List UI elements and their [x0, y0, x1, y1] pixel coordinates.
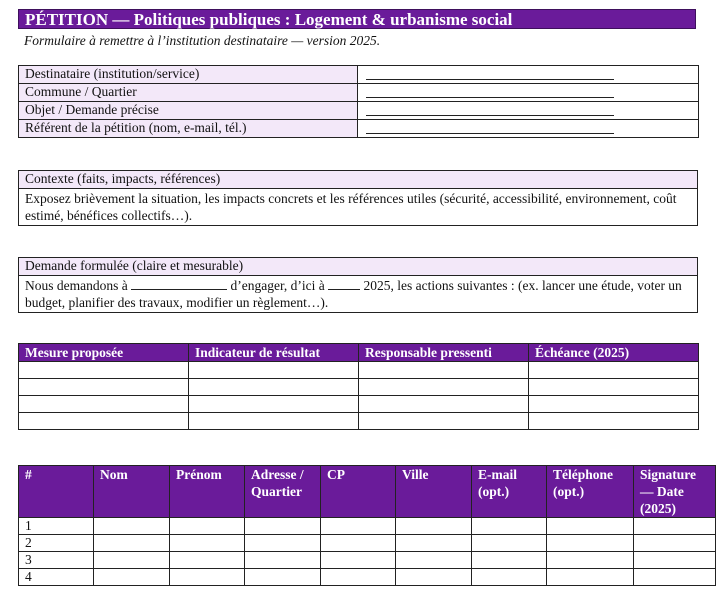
row-number: 1	[19, 518, 94, 535]
info-row	[19, 102, 699, 120]
page-subtitle: Formulaire à remettre à l’institution destinataire — version 2025.	[24, 33, 381, 48]
row-number: 2	[19, 535, 94, 552]
table-row	[19, 535, 716, 552]
table-cell[interactable]	[245, 569, 321, 586]
measures-col-indicateur: Indicateur de résultat	[189, 344, 359, 362]
info-label-commune: Commune / Quartier	[19, 84, 358, 102]
context-heading: Contexte (faits, impacts, références)	[19, 171, 698, 189]
table-cell[interactable]	[19, 362, 189, 379]
info-table	[18, 65, 699, 138]
table-cell[interactable]	[245, 552, 321, 569]
info-row	[19, 120, 699, 138]
table-cell[interactable]	[94, 552, 170, 569]
table-cell[interactable]	[472, 552, 547, 569]
table-cell[interactable]	[547, 535, 634, 552]
destinataire-field[interactable]	[358, 66, 699, 84]
table-cell[interactable]	[634, 518, 716, 535]
sig-col-cp: CP	[321, 466, 396, 518]
table-cell[interactable]	[94, 518, 170, 535]
sig-col-nom: Nom	[94, 466, 170, 518]
sig-col-prenom: Prénom	[170, 466, 245, 518]
table-cell[interactable]	[19, 396, 189, 413]
sig-col-ville: Ville	[396, 466, 472, 518]
request-text-2: d’engager, d’ici à	[230, 278, 325, 293]
table-cell[interactable]	[321, 535, 396, 552]
measures-row	[19, 396, 699, 413]
table-cell[interactable]	[529, 413, 699, 430]
context-box	[18, 170, 698, 226]
institution-blank[interactable]	[131, 278, 227, 290]
measures-row	[19, 362, 699, 379]
measures-row	[19, 413, 699, 430]
request-body[interactable]	[19, 276, 698, 313]
table-cell[interactable]	[189, 379, 359, 396]
measures-header-row	[19, 344, 699, 362]
table-cell[interactable]	[189, 413, 359, 430]
table-row	[19, 518, 716, 535]
request-text-3: 2025, les actions suivantes : (ex. lancer une étude, voter un budget, planifier des travaux, modifier un règlement…).	[25, 278, 682, 310]
info-row	[19, 66, 699, 84]
table-cell[interactable]	[472, 518, 547, 535]
table-cell[interactable]	[529, 379, 699, 396]
table-cell[interactable]	[547, 569, 634, 586]
commune-field[interactable]	[358, 84, 699, 102]
table-cell[interactable]	[396, 569, 472, 586]
table-cell[interactable]	[19, 379, 189, 396]
table-cell[interactable]	[472, 535, 547, 552]
table-cell[interactable]	[634, 535, 716, 552]
table-cell[interactable]	[19, 413, 189, 430]
sig-col-signature: Signature — Date (2025)	[634, 466, 716, 518]
table-cell[interactable]	[359, 396, 529, 413]
table-cell[interactable]	[529, 362, 699, 379]
table-row	[19, 569, 716, 586]
table-cell[interactable]	[529, 396, 699, 413]
measures-col-responsable: Responsable pressenti	[359, 344, 529, 362]
table-cell[interactable]	[634, 569, 716, 586]
date-blank[interactable]	[328, 278, 360, 290]
sig-col-adresse: Adresse / Quartier	[245, 466, 321, 518]
table-cell[interactable]	[547, 518, 634, 535]
table-cell[interactable]	[396, 552, 472, 569]
table-cell[interactable]	[359, 379, 529, 396]
table-cell[interactable]	[359, 362, 529, 379]
table-cell[interactable]	[94, 535, 170, 552]
table-cell[interactable]	[170, 552, 245, 569]
table-cell[interactable]	[189, 362, 359, 379]
table-cell[interactable]	[396, 535, 472, 552]
request-box	[18, 257, 698, 313]
table-row	[19, 552, 716, 569]
objet-field[interactable]	[358, 102, 699, 120]
table-cell[interactable]	[396, 518, 472, 535]
context-body[interactable]: Exposez brièvement la situation, les impacts concrets et les références utiles (sécurité, accessibilité, environnement, coût estimé, bénéfices collectifs…).	[19, 189, 698, 226]
table-cell[interactable]	[94, 569, 170, 586]
sig-col-number: #	[19, 466, 94, 518]
sig-col-email: E-mail (opt.)	[472, 466, 547, 518]
measures-col-mesure: Mesure proposée	[19, 344, 189, 362]
info-label-referent: Référent de la pétition (nom, e-mail, tél.)	[19, 120, 358, 138]
signatures-table	[18, 465, 716, 586]
row-number: 4	[19, 569, 94, 586]
measures-col-echeance: Échéance (2025)	[529, 344, 699, 362]
table-cell[interactable]	[634, 552, 716, 569]
table-cell[interactable]	[321, 569, 396, 586]
measures-row	[19, 379, 699, 396]
request-text-1: Nous demandons à	[25, 278, 128, 293]
referent-field[interactable]	[358, 120, 699, 138]
page-title: PÉTITION — Politiques publiques : Logement & urbanisme social	[18, 9, 696, 29]
info-row	[19, 84, 699, 102]
table-cell[interactable]	[189, 396, 359, 413]
table-cell[interactable]	[170, 569, 245, 586]
info-label-destinataire: Destinataire (institution/service)	[19, 66, 358, 84]
table-cell[interactable]	[245, 518, 321, 535]
signatures-header-row	[19, 466, 716, 518]
table-cell[interactable]	[170, 535, 245, 552]
table-cell[interactable]	[359, 413, 529, 430]
table-cell[interactable]	[321, 552, 396, 569]
sig-col-telephone: Téléphone (opt.)	[547, 466, 634, 518]
request-heading: Demande formulée (claire et mesurable)	[19, 258, 698, 276]
table-cell[interactable]	[547, 552, 634, 569]
info-label-objet: Objet / Demande précise	[19, 102, 358, 120]
measures-table	[18, 343, 699, 430]
row-number: 3	[19, 552, 94, 569]
table-cell[interactable]	[170, 518, 245, 535]
table-cell[interactable]	[321, 518, 396, 535]
table-cell[interactable]	[245, 535, 321, 552]
table-cell[interactable]	[472, 569, 547, 586]
